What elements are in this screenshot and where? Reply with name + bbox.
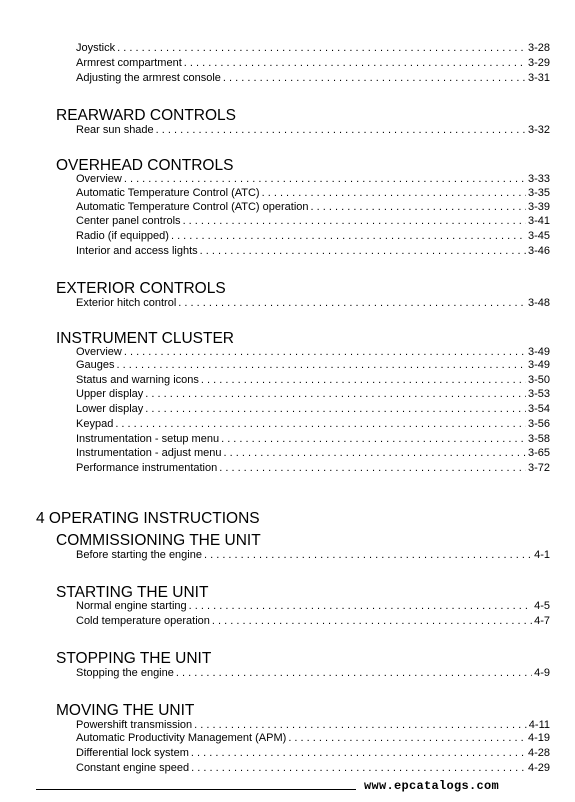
leader-dots (262, 186, 526, 200)
leader-dots (200, 244, 526, 258)
page-number: 4-1 (534, 549, 550, 561)
page-number: 3-48 (527, 297, 550, 309)
toc-entry-cluster-overview[interactable]: Overview . . . 3-49 (76, 345, 550, 359)
section-title-rearward: REARWARD CONTROLS (56, 107, 236, 124)
section-title-overhead: OVERHEAD CONTROLS (56, 157, 234, 174)
footer-rule (36, 789, 356, 790)
page-number: 3-49 (527, 359, 550, 371)
page-number: 3-65 (527, 447, 550, 459)
section-title-cluster: INSTRUMENT CLUSTER (56, 330, 234, 347)
section-title-commissioning: COMMISSIONING THE UNIT (56, 532, 261, 549)
leader-dots (117, 358, 526, 372)
page-number: 4-28 (527, 747, 550, 759)
page-number: 3-31 (527, 72, 550, 84)
leader-dots (176, 666, 532, 680)
page-number: 4-11 (528, 719, 550, 731)
page-number: 3-53 (527, 388, 550, 400)
leader-dots (194, 718, 527, 732)
leader-dots (219, 461, 526, 475)
leader-dots (201, 373, 526, 387)
page-number: 3-28 (527, 42, 550, 54)
page-number: 4-7 (534, 615, 550, 627)
page-number: 3-39 (527, 201, 550, 213)
toc-entry-cold-temperature[interactable]: Cold temperature operation . . . 4-7 (76, 614, 550, 628)
leader-dots (224, 446, 526, 460)
chapter-title: 4 OPERATING INSTRUCTIONS (36, 510, 260, 527)
leader-dots (171, 229, 526, 243)
page-number: 3-45 (527, 230, 550, 242)
leader-dots (223, 71, 526, 85)
leader-dots (115, 417, 526, 431)
section-title-exterior: EXTERIOR CONTROLS (56, 280, 226, 297)
leader-dots (124, 172, 526, 186)
toc-entry-overview[interactable]: Overview . . . 3-33 (76, 172, 550, 186)
page-number: 3-32 (527, 124, 550, 136)
page-number: 3-56 (527, 418, 550, 430)
toc-entry-normal-starting[interactable]: Normal engine starting . . . 4-5 (76, 599, 550, 613)
leader-dots (189, 599, 532, 613)
leader-dots (221, 432, 526, 446)
toc-entry-adjust-menu[interactable]: Instrumentation - adjust menu . . . 3-65 (76, 446, 550, 460)
leader-dots (145, 402, 526, 416)
toc-entry-setup-menu[interactable]: Instrumentation - setup menu . . . 3-58 (76, 432, 550, 446)
page-number: 3-29 (527, 57, 550, 69)
footer-watermark[interactable]: www.epcatalogs.com (364, 779, 500, 793)
toc-entry-differential-lock[interactable]: Differential lock system . . . 4-28 (76, 746, 550, 760)
toc-entry-lower-display[interactable]: Lower display . . . 3-54 (76, 402, 550, 416)
toc-entry-upper-display[interactable]: Upper display . . . 3-53 (76, 387, 550, 401)
toc-entry-radio[interactable]: Radio (if equipped) . . . 3-45 (76, 229, 550, 243)
page-number: 4-9 (534, 667, 550, 679)
section-title-stopping: STOPPING THE UNIT (56, 650, 212, 667)
page-number: 3-54 (527, 403, 550, 415)
toc-entry-stopping-engine[interactable]: Stopping the engine . . . 4-9 (76, 666, 550, 680)
leader-dots (204, 548, 532, 562)
section-title-starting: STARTING THE UNIT (56, 584, 209, 601)
page-number: 3-46 (527, 245, 550, 257)
toc-entry-atc-operation[interactable]: Automatic Temperature Control (ATC) operation . . . 3-39 (76, 200, 550, 214)
page-number: 3-58 (527, 433, 550, 445)
leader-dots (191, 761, 526, 775)
toc-entry-interior-lights[interactable]: Interior and access lights . . . 3-46 (76, 244, 550, 258)
toc-entry-constant-speed[interactable]: Constant engine speed . . . 4-29 (76, 761, 550, 775)
toc-entry-before-starting[interactable]: Before starting the engine . . . 4-1 (76, 548, 550, 562)
toc-entry-status-icons[interactable]: Status and warning icons . . . 3-50 (76, 373, 550, 387)
toc-entry-powershift[interactable]: Powershift transmission . . . 4-11 (76, 718, 550, 732)
toc-entry-keypad[interactable]: Keypad . . . 3-56 (76, 417, 550, 431)
toc-entry-joystick[interactable]: Joystick . . . 3-28 (76, 41, 550, 55)
page-number: 4-5 (534, 600, 550, 612)
page-number: 3-35 (527, 187, 550, 199)
leader-dots (311, 200, 526, 214)
page-number: 4-19 (527, 732, 550, 744)
toc-entry-atc[interactable]: Automatic Temperature Control (ATC) . . . 3-35 (76, 186, 550, 200)
toc-entry-gauges[interactable]: Gauges . . . 3-49 (76, 358, 550, 372)
leader-dots (145, 387, 526, 401)
leader-dots (183, 214, 526, 228)
page-number: 4-29 (527, 762, 550, 774)
leader-dots (117, 41, 526, 55)
leader-dots (178, 296, 526, 310)
toc-entry-rear-sun-shade[interactable]: Rear sun shade . . . 3-32 (76, 123, 550, 137)
toc-entry-apm[interactable]: Automatic Productivity Management (APM) . . . 4-19 (76, 731, 550, 745)
leader-dots (212, 614, 532, 628)
section-title-moving: MOVING THE UNIT (56, 702, 195, 719)
leader-dots (191, 746, 526, 760)
toc-entry-adjusting-armrest[interactable]: Adjusting the armrest console . . . 3-31 (76, 71, 550, 85)
leader-dots (124, 345, 526, 359)
leader-dots (184, 56, 526, 70)
toc-entry-performance[interactable]: Performance instrumentation . . . 3-72 (76, 461, 550, 475)
leader-dots (156, 123, 526, 137)
page-number: 3-41 (527, 215, 550, 227)
page-number: 3-49 (527, 346, 550, 358)
toc-entry-armrest-compartment[interactable]: Armrest compartment . . . 3-29 (76, 56, 550, 70)
page-number: 3-33 (527, 173, 550, 185)
leader-dots (288, 731, 526, 745)
toc-entry-exterior-hitch[interactable]: Exterior hitch control . . . 3-48 (76, 296, 550, 310)
toc-entry-center-panel[interactable]: Center panel controls . . . 3-41 (76, 214, 550, 228)
page-number: 3-72 (527, 462, 550, 474)
page-number: 3-50 (527, 374, 550, 386)
